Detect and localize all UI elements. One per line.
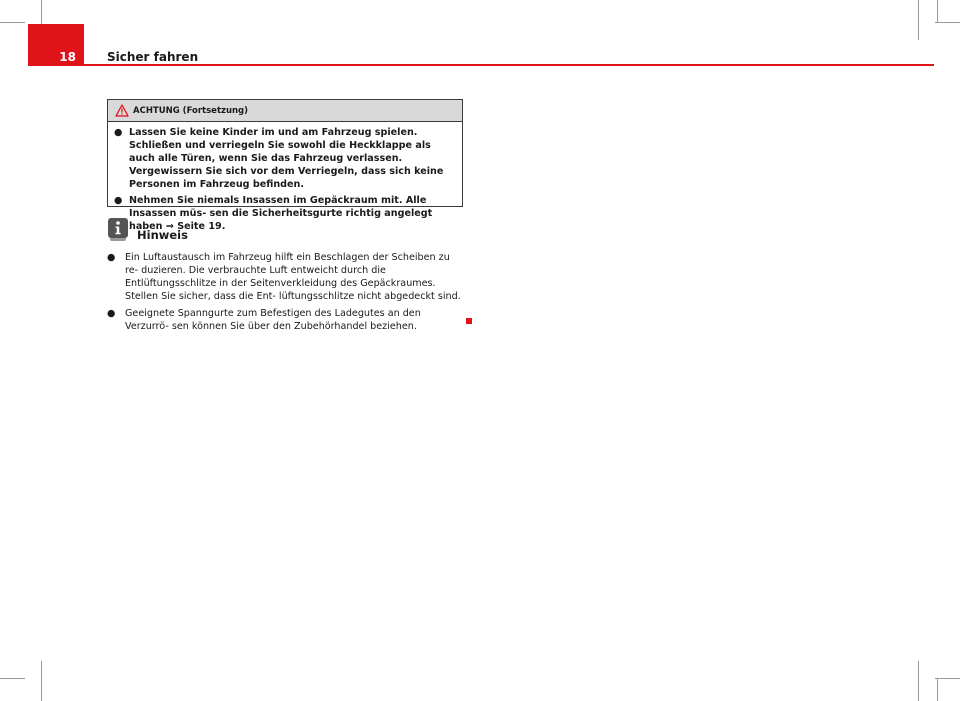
warning-triangle-icon (115, 104, 129, 117)
info-note-icon (108, 218, 128, 238)
warning-item-text: Lassen Sie keine Kinder im und am Fahrzeug spielen. Schließen und verriegeln Sie sowohl die Heckklappe als auch alle Türen, wenn Sie das Fahrzeug verlassen. Vergewissern Sie sich vor dem Verriegeln, dass sich keine Personen im Fahrzeug befinden. (129, 127, 444, 190)
crop-mark (937, 0, 938, 22)
bullet: ● (114, 127, 123, 138)
warning-body (108, 122, 462, 233)
crop-mark (935, 22, 960, 23)
page-number: 18 (59, 50, 76, 64)
crop-mark (935, 678, 960, 679)
warning-item (114, 126, 458, 191)
note-item-text: Ein Luftaustausch im Fahrzeug hilft ein Beschlagen der Scheiben zu re- duzieren. Die verbrauchte Luft entweicht durch die Entlüftungsschlitze in der Seitenverkleidung des Gepäckraumes. Stellen Sie sicher, dass die Ent- lüftungsschlitze nicht abgedeckt sind. (125, 252, 461, 302)
header-rule (84, 64, 934, 66)
warning-header (108, 100, 462, 122)
crop-mark (918, 0, 919, 40)
note-item (107, 307, 463, 333)
bullet: ● (107, 252, 116, 263)
section-end-marker (466, 318, 472, 324)
warning-item-text: Nehmen Sie niemals Insassen im Gepäckraum mit. Alle Insassen müs- sen die Sicherheitsgurte richtig angelegt haben ⇒ Seite 19. (129, 195, 433, 232)
warning-title: ACHTUNG (Fortsetzung) (133, 106, 249, 116)
crop-mark (0, 22, 25, 23)
note-item (107, 251, 463, 303)
page-number-tab (28, 24, 84, 66)
warning-box (107, 99, 463, 232)
section-title: Sicher fahren (107, 50, 199, 64)
note-body (107, 251, 463, 337)
bullet: ● (114, 195, 123, 206)
crop-mark (0, 678, 25, 679)
bullet: ● (107, 308, 116, 319)
note-heading: Hinweis (137, 228, 188, 242)
crop-mark (918, 661, 919, 701)
note-item-text: Geeignete Spanngurte zum Befestigen des Ladegutes an den Verzurrö- sen können Sie über den Zubehörhandel beziehen. (125, 308, 421, 332)
crop-mark (937, 678, 938, 701)
crop-mark (41, 661, 42, 701)
